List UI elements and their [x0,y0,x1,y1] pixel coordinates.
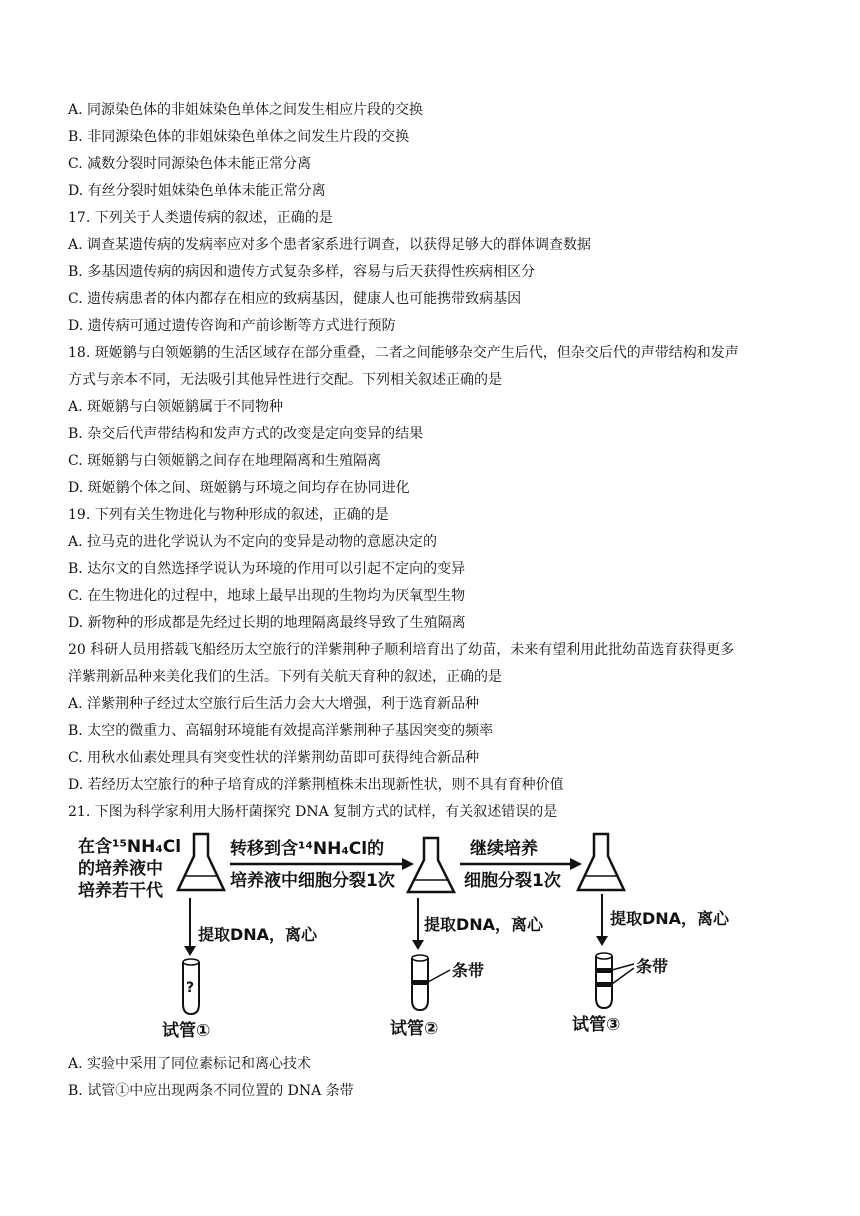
down-arrow-2 [412,898,424,950]
band-label-3: 条带 [636,957,669,976]
band-pointer-3a [612,964,634,970]
flask-3-icon [578,834,624,890]
q19-option-b: B. 达尔文的自然选择学说认为环境的作用可以引起不定向的变异 [68,561,466,577]
q18-option-a: A. 斑姬鹟与白领姬鹟属于不同物种 [68,399,284,415]
q17-option-c: C. 遗传病患者的体内都存在相应的致病基因，健康人也可能携带致病基因 [68,291,522,307]
q21-option-b: B. 试管①中应出现两条不同位置的 DNA 条带 [68,1083,354,1099]
q17-option-b: B. 多基因遗传病的病因和遗传方式复杂多样，容易与后天获得性疾病相区分 [68,264,536,280]
flask-1-icon [178,834,224,890]
q20-stem-line1: 20 科研人员用搭载飞船经历太空旅行的洋紫荆种子顺利培育出了幼苗，未来有望利用此批幼苗选育获得更多 [68,642,735,658]
q21-stem: 21. 下图为科学家利用大肠杆菌探究 DNA 复制方式的试样，有关叙述错误的是 [68,804,558,820]
test-tube-2-icon [412,955,428,1010]
q16-option-c: C. 减数分裂时同源染色体未能正常分离 [68,156,312,172]
tube2-caption: 试管② [390,1019,439,1039]
step2-text-line1: 继续培养 [470,839,538,859]
q19-option-c: C. 在生物进化的过程中，地球上最早出现的生物均为厌氧型生物 [68,588,466,604]
q16-option-a: A. 同源染色体的非姐妹染色单体之间发生相应片段的交换 [68,102,424,118]
q17-option-d: D. 遗传病可通过遗传咨询和产前诊断等方式进行预防 [68,318,396,334]
start-text-line3: 培养若干代 [78,881,163,901]
q18-stem-line1: 18. 斑姬鹟与白领姬鹟的生活区域存在部分重叠，二者之间能够杂交产生后代，但杂交后代的声带结构和发声 [68,345,739,361]
q18-stem-line2: 方式与亲本不同，无法吸引其他异性进行交配。下列相关叙述正确的是 [68,372,502,388]
q18-option-d: D. 斑姬鹟个体之间、斑姬鹟与环境之间均存在协同进化 [68,480,410,496]
test-tube-3-icon [596,953,612,1008]
band-pointer-2 [428,970,450,982]
dna-replication-figure [68,822,758,1042]
tube3-caption: 试管③ [572,1015,621,1035]
step1-text-line1: 转移到含¹⁴NH₄Cl的 [230,839,385,859]
q20-option-d: D. 若经历太空旅行的种子培育成的洋紫荆植株未出现新性状，则不具有育种价值 [68,777,564,793]
q18-option-c: C. 斑姬鹟与白领姬鹟之间存在地理隔离和生殖隔离 [68,453,382,469]
down-arrow-1 [184,898,196,956]
q20-option-a: A. 洋紫荆种子经过太空旅行后生活力会大大增强，利于选育新品种 [68,696,480,712]
tube1-caption: 试管① [162,1021,211,1041]
q21-option-a: A. 实验中采用了同位素标记和离心技术 [68,1056,312,1072]
q17-option-a: A. 调查某遗传病的发病率应对多个患者家系进行调查，以获得足够大的群体调查数据 [68,237,592,253]
q16-option-b: B. 非同源染色体的非姐妹染色单体之间发生片段的交换 [68,129,410,145]
q19-option-d: D. 新物种的形成都是先经过长期的地理隔离最终导致了生殖隔离 [68,615,466,631]
down-arrow-3 [596,894,608,946]
band-label-2: 条带 [452,961,485,980]
q20-option-b: B. 太空的微重力、高辐射环境能有效提高洋紫荆种子基因突变的频率 [68,723,494,739]
tube1-question-mark: ? [186,980,195,996]
step1-text-line2: 培养液中细胞分裂1次 [230,871,395,891]
extract-label-1: 提取DNA，离心 [198,925,318,944]
arrow-step1 [230,858,414,870]
extract-label-3: 提取DNA，离心 [610,909,730,928]
flask-2-icon [408,838,454,892]
start-text-line2: 的培养液中 [78,859,163,879]
extract-label-2: 提取DNA，离心 [424,915,544,934]
q19-option-a: A. 拉马克的进化学说认为不定向的变异是动物的意愿决定的 [68,534,438,550]
band-pointer-3b [612,968,634,984]
q19-stem: 19. 下列有关生物进化与物种形成的叙述，正确的是 [68,507,389,523]
q16-option-d: D. 有丝分裂时姐妹染色单体未能正常分离 [68,183,326,199]
q20-option-c: C. 用秋水仙素处理具有突变性状的洋紫荆幼苗即可获得纯合新品种 [68,750,480,766]
q17-stem: 17. 下列关于人类遗传病的叙述，正确的是 [68,210,333,226]
step2-text-line2: 细胞分裂1次 [464,871,561,891]
q20-stem-line2: 洋紫荆新品种来美化我们的生活。下列有关航天育种的叙述，正确的是 [68,669,502,685]
start-text-line1: 在含¹⁵NH₄Cl [78,837,182,857]
arrow-step2 [460,858,582,870]
q18-option-b: B. 杂交后代声带结构和发声方式的改变是定向变异的结果 [68,426,424,442]
